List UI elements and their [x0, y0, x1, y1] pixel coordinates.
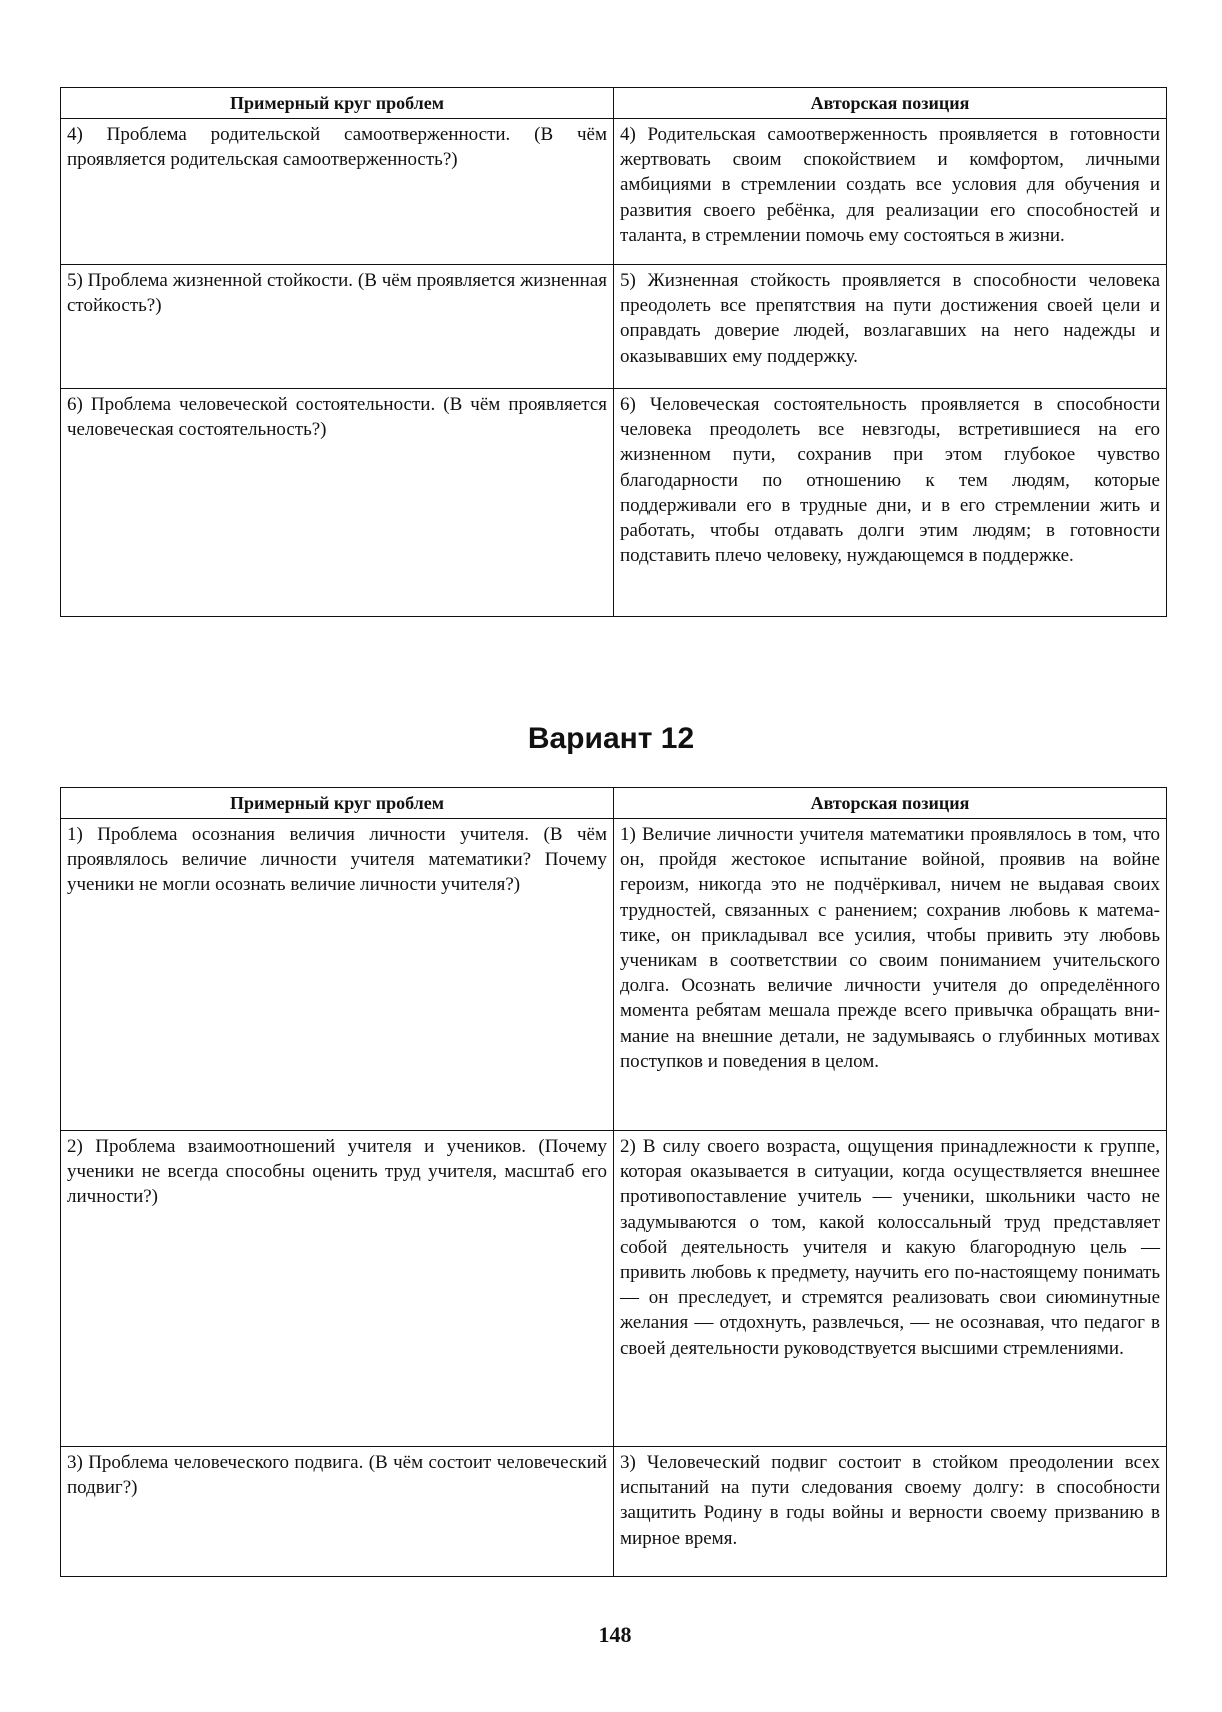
table-row	[61, 1131, 1167, 1447]
column-header-author-position: Авторская позиция	[614, 88, 1167, 119]
table-header-row	[61, 88, 1167, 119]
problem-cell: 2) Проблема взаимоотношений учителя и учеников. (Почему ученики не всегда способны оценить труд учителя, масштаб его личности?)	[61, 1131, 614, 1447]
problem-cell: 5) Проблема жизненной стойкости. (В чём проявляется жизненная стойкость?)	[61, 265, 614, 389]
column-header-problems: Примерный круг проблем	[61, 788, 614, 819]
problem-cell: 3) Проблема человеческого подвига. (В чём состоит человеческий подвиг?)	[61, 1447, 614, 1577]
problems-table-2	[60, 787, 1167, 1577]
table-row	[61, 819, 1167, 1131]
author-position-cell: 5) Жизненная стойкость проявляется в способности человека преодолеть все препятствия на пути достижения своей цели и оправдать доверие людей, возлагавших на него надежды и оказывавших ему поддержку.	[614, 265, 1167, 389]
author-position-cell: 3) Человеческий подвиг состоит в стойком преодолении всех испытаний на пути следования своему долгу: в способности защитить Родину в годы войны и верности своему призванию в мирное время.	[614, 1447, 1167, 1577]
author-position-cell: 1) Величие личности учителя математики проявлялось в том, что он, пройдя жестокое испытание войной, проявив на войне героизм, никогда это не подчёркивал, ничем не выдавая своих трудностей, связанных с ранением; сохранив любовь к математике, он прикладывал все усилия, чтобы привить эту любовь ученикам в соответствии со своим пониманием учительского долга. Осознать величие личности учителя до определённого момента ребятам мешала прежде всего привычка обращать внимание на внешние детали, не задумываясь о глубинных мотивах поступков и поведения в целом.	[614, 819, 1167, 1131]
problem-cell: 1) Проблема осознания величия личности учителя. (В чём проявлялось величие личности учителя математики? Почему ученики не могли осознать величие личности учителя?)	[61, 819, 614, 1131]
problem-cell: 4) Проблема родительской самоотверженности. (В чём проявляется родительская самоотверженность?)	[61, 119, 614, 265]
table-header-row	[61, 788, 1167, 819]
column-header-author-position: Авторская позиция	[614, 788, 1167, 819]
variant-title: Вариант 12	[527, 722, 695, 755]
author-position-cell: 2) В силу своего возраста, ощущения принадлежности к группе, которая оказывается в ситуации, когда осуществляется внешнее противопоставление учитель — ученики, школьники часто не задумываются о том, какой колоссальный труд представляет собой деятельность учителя и какую благородную цель — привить любовь к предмету, научить его по-настоящему понимать — он преследует, и стремятся реализовать свои сиюминутные желания — отдохнуть, развлечься, — не осознавая, что педагог в своей деятельности руководствуется высшими стремлениями.	[614, 1131, 1167, 1447]
table-row	[61, 1447, 1167, 1577]
table-row	[61, 265, 1167, 389]
column-header-problems: Примерный круг проблем	[61, 88, 614, 119]
author-position-cell: 6) Человеческая состоятельность проявляется в способности человека преодолеть все невзгоды, встретившиеся на его жизненном пути, сохранив при этом глубокое чувство благодарности по отношению к тем людям, которые поддерживали его в трудные дни, и в его стремлении жить и работать, чтобы отдавать долги этим людям; в готовности подставить плечо человеку, нуждающемся в поддержке.	[614, 389, 1167, 617]
problems-table-1	[60, 87, 1167, 617]
table-row	[61, 389, 1167, 617]
problem-cell: 6) Проблема человеческой состоятельности. (В чём проявляется человеческая состоятельность?)	[61, 389, 614, 617]
table-row	[61, 119, 1167, 265]
page-number: 148	[598, 1622, 632, 1647]
author-position-cell: 4) Родительская самоотверженность проявляется в готовности жертвовать своим спокойствием и комфортом, личными амбициями в стремлении создать все условия для обучения и развития своего ребёнка, для реализации его способностей и таланта, в стремлении помочь ему состояться в жизни.	[614, 119, 1167, 265]
